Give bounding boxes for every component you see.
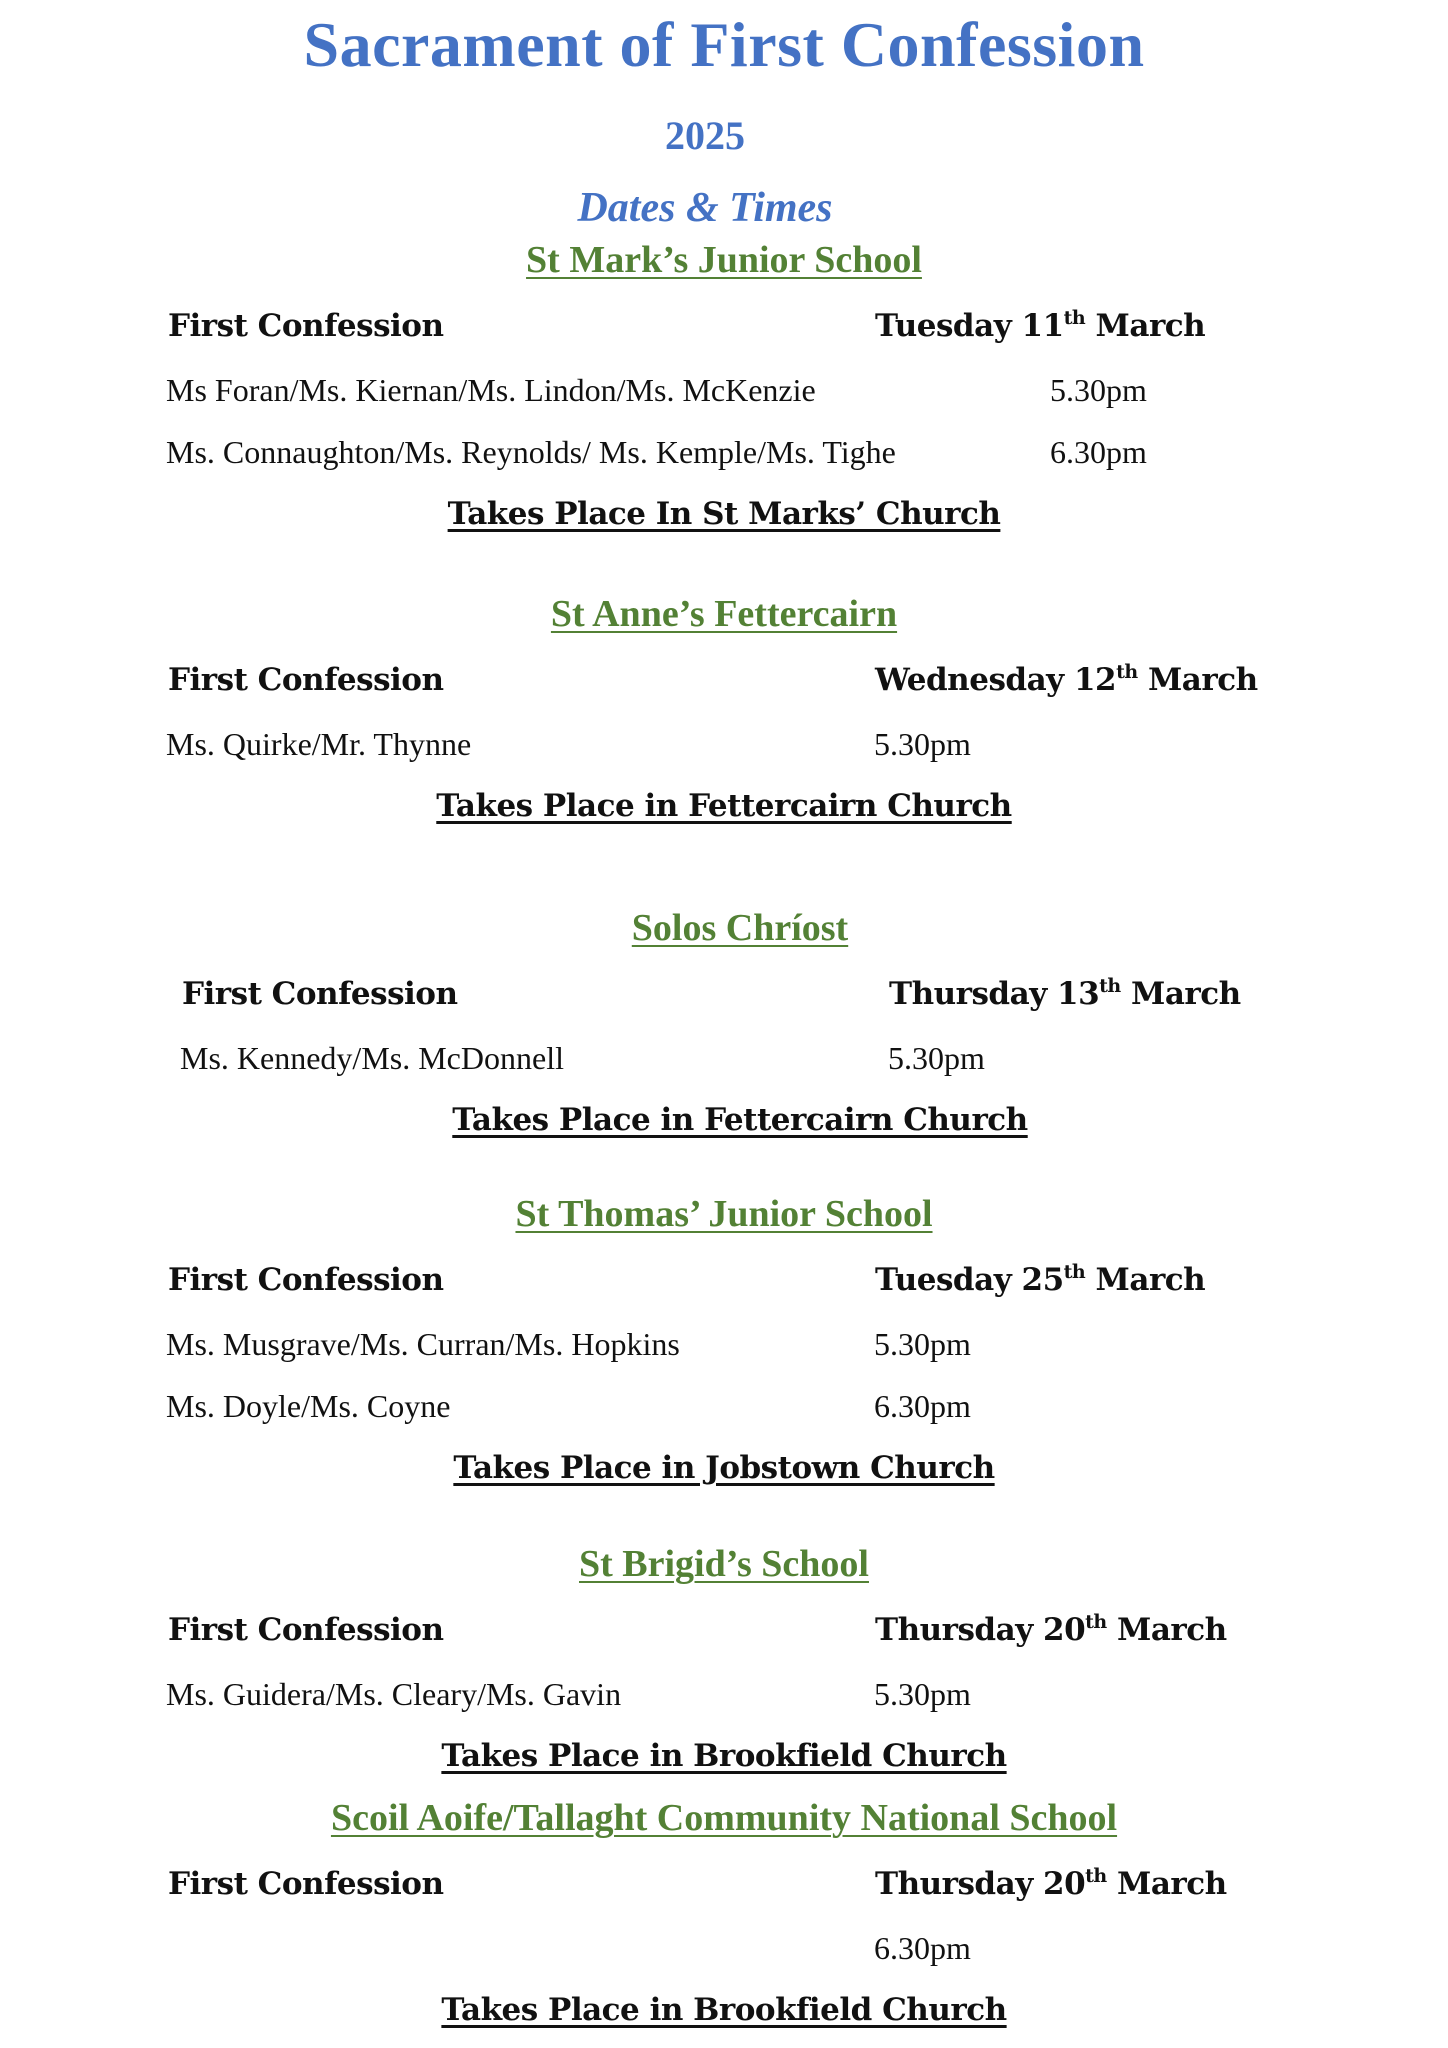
venue-note: Takes Place in Brookfield Church	[441, 1738, 1007, 1774]
first-confession-label: First Confession	[168, 1866, 444, 1902]
year-heading: 2025	[665, 113, 745, 158]
school-heading-st-thomas: St Thomas’ Junior School	[515, 1193, 933, 1235]
venue-note: Takes Place in Brookfield Church	[441, 1992, 1007, 2028]
venue-note: Takes Place in Fettercairn Church	[452, 1102, 1028, 1138]
confession-time: 5.30pm	[874, 1676, 971, 1712]
confession-date: Tuesday 25th March	[875, 1261, 1206, 1298]
school-heading-solos-chriost: Solos Chríost	[631, 907, 849, 949]
confession-time: 5.30pm	[874, 1326, 971, 1362]
first-confession-label: First Confession	[168, 1612, 444, 1648]
confession-time: 6.30pm	[874, 1388, 971, 1424]
confession-time: 6.30pm	[1050, 434, 1147, 470]
first-confession-label: First Confession	[168, 1262, 444, 1298]
confession-time: 5.30pm	[874, 726, 971, 762]
teacher-group: Ms. Connaughton/Ms. Reynolds/ Ms. Kemple/Ms. Tighe	[166, 434, 896, 470]
teacher-group: Ms. Quirke/Mr. Thynne	[166, 726, 472, 762]
confession-date: Thursday 20th March	[875, 1611, 1227, 1648]
first-confession-label: First Confession	[168, 308, 444, 344]
school-heading-st-annes: St Anne’s Fettercairn	[550, 593, 898, 635]
venue-note: Takes Place in Jobstown Church	[453, 1450, 995, 1486]
venue-note: Takes Place in Fettercairn Church	[436, 788, 1012, 824]
teacher-group: Ms. Kennedy/Ms. McDonnell	[180, 1040, 564, 1076]
school-heading-st-marks: St Mark’s Junior School	[526, 239, 922, 281]
school-heading-scoil-aoife: Scoil Aoife/Tallaght Community National School	[330, 1797, 1118, 1839]
confession-time: 5.30pm	[888, 1040, 985, 1076]
confession-time: 5.30pm	[1050, 372, 1147, 408]
page-title: Sacrament of First Confession	[303, 9, 1145, 80]
teacher-group: Ms Foran/Ms. Kiernan/Ms. Lindon/Ms. McKenzie	[166, 372, 816, 408]
confession-date: Tuesday 11th March	[875, 307, 1206, 344]
confession-date: Wednesday 12th March	[875, 661, 1258, 698]
confession-date: Thursday 13th March	[889, 975, 1241, 1012]
confession-time: 6.30pm	[874, 1930, 971, 1966]
first-confession-label: First Confession	[182, 976, 458, 1012]
teacher-group: Ms. Musgrave/Ms. Curran/Ms. Hopkins	[166, 1326, 680, 1362]
teacher-group: Ms. Guidera/Ms. Cleary/Ms. Gavin	[166, 1676, 622, 1712]
dates-times-subtitle: Dates & Times	[577, 185, 833, 231]
venue-note: Takes Place In St Marks’ Church	[447, 496, 1001, 532]
first-confession-label: First Confession	[168, 662, 444, 698]
confession-date: Thursday 20th March	[875, 1865, 1227, 1902]
school-heading-st-brigids: St Brigid’s School	[579, 1543, 869, 1585]
teacher-group: Ms. Doyle/Ms. Coyne	[166, 1388, 451, 1424]
